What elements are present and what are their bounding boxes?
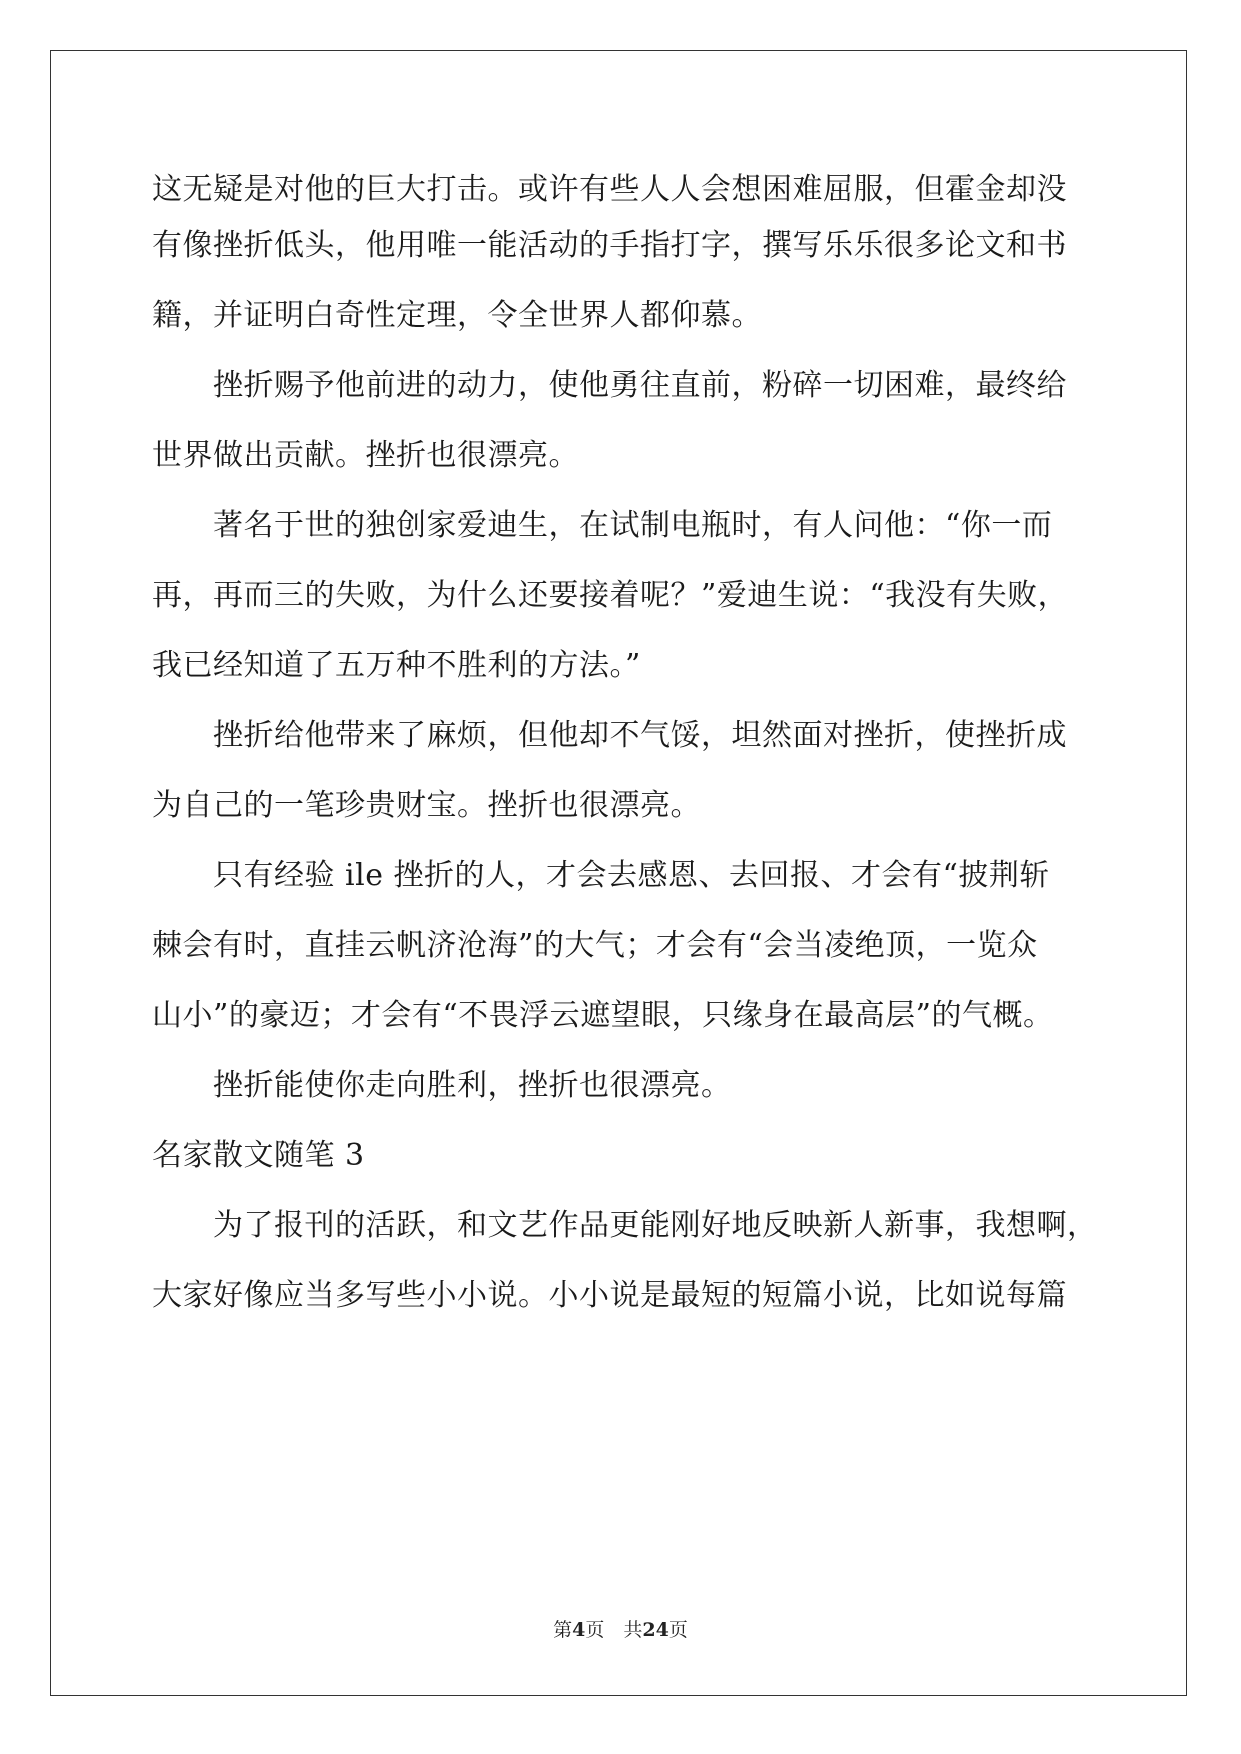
footer-suffix: 页	[668, 1619, 688, 1641]
text-line: 著名于世的独创家爱迪生，在试制电瓶时，有人问他：“你一而	[213, 508, 1053, 543]
text-line: 山小”的豪迈；才会有“不畏浮云遮望眼，只缘身在最高层”的气概。	[152, 998, 1054, 1033]
text-line: 再，再而三的失败，为什么还要接着呢？”爱迪生说：“我没有失败，	[152, 578, 1069, 613]
section-heading: 名家散文随笔 3	[152, 1138, 365, 1173]
text-line: 有像挫折低头，他用唯一能活动的手指打字，撰写乐乐很多论文和书	[152, 228, 1067, 263]
text-line: 挫折能使你走向胜利，挫折也很漂亮。	[213, 1068, 732, 1103]
text-line: 只有经验 ile 挫折的人，才会去感恩、去回报、才会有“披荆斩	[213, 858, 1050, 893]
text-line: 为自己的一笔珍贵财宝。挫折也很漂亮。	[152, 788, 701, 823]
footer-mid: 页 共	[585, 1619, 643, 1641]
text-line: 大家好像应当多写些小小说。小小说是最短的短篇小说，比如说每篇	[152, 1278, 1067, 1313]
text-line: 棘会有时，直挂云帆济沧海”的大气；才会有“会当凌绝顶，一览众	[152, 928, 1038, 963]
page-footer	[0, 1618, 1241, 1642]
footer-prefix: 第	[553, 1619, 573, 1641]
current-page-number: 4	[572, 1619, 586, 1641]
text-line: 挫折给他带来了麻烦，但他却不气馁，坦然面对挫折，使挫折成	[213, 718, 1067, 753]
text-line: 这无疑是对他的巨大打击。或许有些人人会想困难屈服，但霍金却没	[152, 172, 1067, 207]
text-line: 世界做出贡献。挫折也很漂亮。	[152, 438, 579, 473]
text-line: 籍，并证明白奇性定理，令全世界人都仰慕。	[152, 298, 762, 333]
total-page-count: 24	[642, 1619, 669, 1641]
text-line: 我已经知道了五万种不胜利的方法。”	[152, 648, 641, 683]
text-line: 挫折赐予他前进的动力，使他勇往直前，粉碎一切困难，最终给	[213, 368, 1067, 403]
text-line: 为了报刊的活跃，和文艺作品更能刚好地反映新人新事，我想啊，	[213, 1208, 1098, 1243]
